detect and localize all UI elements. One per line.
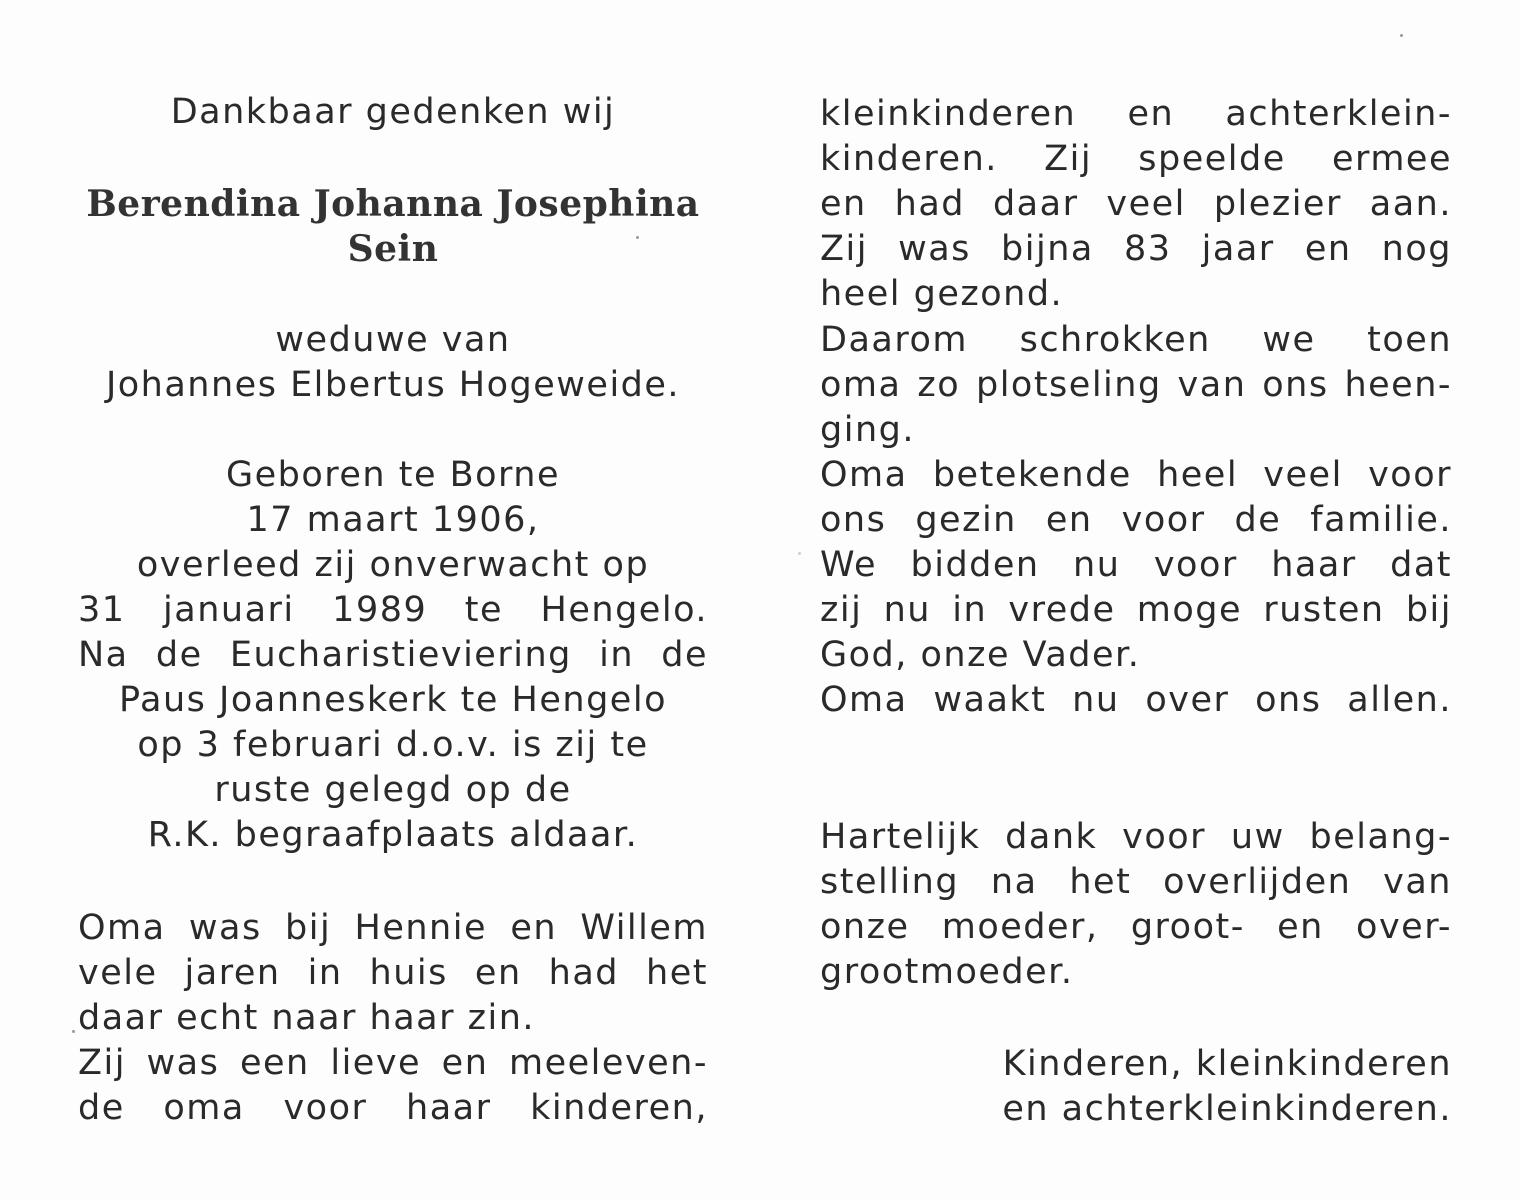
biography-line: op 3 februari d.o.v. is zij te [137,725,649,765]
memory-continued-line: zij nu in vrede moge rusten bij [820,590,1452,630]
memory-continued-line: ging. [820,410,915,450]
thanks-line: onze moeder, groot- en over- [820,907,1452,947]
memory-line: Zij was een lieve en meeleven- [78,1043,708,1083]
memory-continued-line: ons gezin en voor de familie. [820,500,1452,540]
thanks-line: Hartelijk dank voor uw belang- [820,817,1452,857]
thanks-line: grootmoeder. [820,952,1074,992]
memory-continued-line: God, onze Vader. [820,635,1141,675]
memory-continued-line: oma zo plotseling van ons heen- [820,365,1452,405]
scan-speck [1400,34,1403,37]
memory-continued-line: en had daar veel plezier aan. [820,184,1452,224]
memory-line: Oma was bij Hennie en Willem [78,908,708,948]
biography-line: 17 maart 1906, [246,500,540,540]
biography-line: ruste gelegd op de [214,770,572,810]
biography-line: 31 januari 1989 te Hengelo. [78,590,708,630]
memory-continued-line: kinderen. Zij speelde ermee [820,139,1452,179]
scan-speck [636,236,639,239]
signature-line: en achterkleinkinderen. [1002,1089,1452,1129]
memory-continued-line: We bidden nu voor haar dat [820,545,1452,585]
memory-continued-line: Oma waakt nu over ons allen. [820,680,1452,720]
memory-continued-line: heel gezond. [820,274,1064,314]
biography-line: Paus Joanneskerk te Hengelo [119,680,667,720]
thanks-line: stelling na het overlijden van [820,862,1452,902]
signature-line: Kinderen, kleinkinderen [1002,1044,1452,1084]
memory-continued-line: kleinkinderen en achterklein- [820,94,1452,134]
biography-line: Geboren te Borne [225,455,561,495]
deceased-name-line-2: Sein [347,228,439,270]
scan-speck [72,1030,75,1033]
spouse-name: Johannes Elbertus Hogeweide. [105,365,681,405]
memory-line: vele jaren in huis en had het [78,953,708,993]
biography-line: overleed zij onverwacht op [136,545,650,585]
heading: Dankbaar gedenken wij [170,92,616,132]
memory-continued-line: Zij was bijna 83 jaar en nog [820,229,1452,269]
memory-continued-line: Oma betekende heel veel voor [820,455,1452,495]
biography-line: Na de Eucharistieviering in de [78,635,708,675]
deceased-name-line-1: Berendina Johanna Josephina [86,183,700,225]
memory-continued-line: Daarom schrokken we toen [820,320,1452,360]
spouse-intro: weduwe van [275,320,511,360]
memory-line: daar echt naar haar zin. [78,998,536,1038]
biography-line: R.K. begraafplaats aldaar. [147,815,639,855]
scan-speck [798,552,801,555]
memory-line: de oma voor haar kinderen, [78,1088,708,1128]
